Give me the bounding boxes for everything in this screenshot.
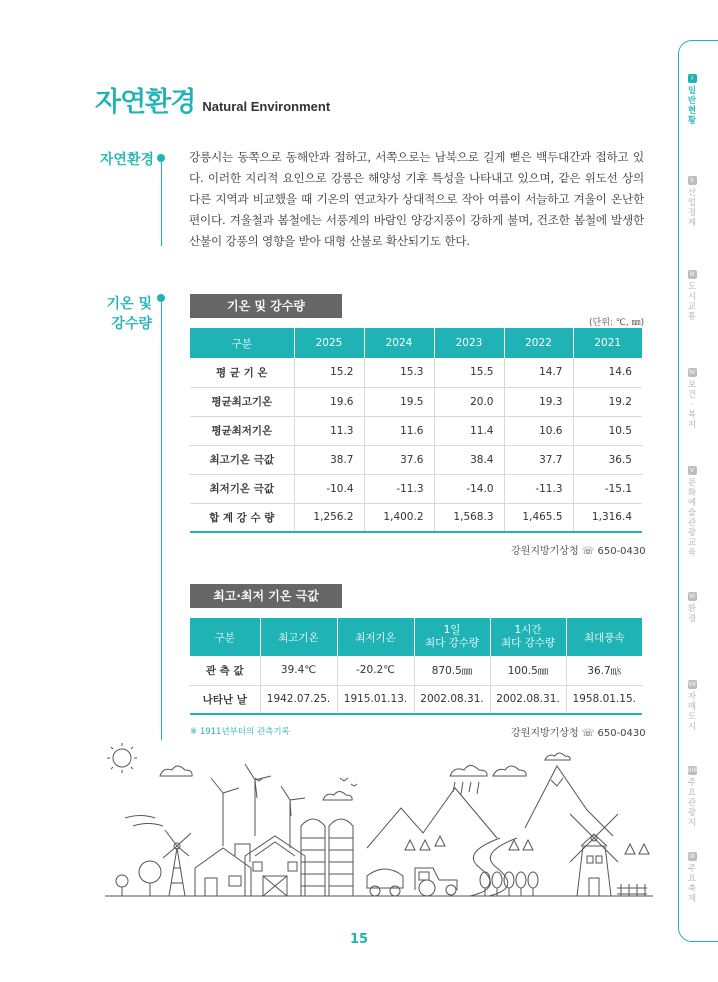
table-cell: 11.3 <box>294 416 364 445</box>
side-tab-label: 주요축제 <box>687 864 697 904</box>
side-tab-item[interactable] <box>684 766 700 828</box>
section-line <box>161 162 162 246</box>
side-tab-number: IX <box>689 853 695 860</box>
table-cell: -20.2℃ <box>337 656 414 685</box>
row-label: 최고기온 극값 <box>190 445 294 474</box>
row-label: 평 균 기 온 <box>190 358 294 387</box>
header-min-temp: 최저기온 <box>337 618 414 656</box>
table-cell: 1,316.4 <box>573 503 642 532</box>
side-tab-item[interactable] <box>684 680 700 732</box>
table-cell: 15.3 <box>364 358 434 387</box>
side-tab-item[interactable] <box>684 466 700 558</box>
cloud-icon <box>545 753 570 760</box>
table-row <box>190 503 642 532</box>
header-category: 구분 <box>190 618 260 656</box>
table-cell: 38.7 <box>294 445 364 474</box>
header-daily-precip: 1일 최다 강수량 <box>414 618 490 656</box>
row-label: 평균최저기온 <box>190 416 294 445</box>
table-row <box>190 656 642 685</box>
table-cell: 39.4℃ <box>260 656 337 685</box>
side-tab-item[interactable] <box>684 852 700 904</box>
table-cell: 19.3 <box>504 387 573 416</box>
landscape-illustration <box>105 738 653 900</box>
table-cell: 1915.01.13. <box>337 685 414 714</box>
side-tab-number: III <box>689 271 695 278</box>
header-year: 2022 <box>504 328 573 358</box>
table-cell: 37.6 <box>364 445 434 474</box>
side-tab-number: V <box>688 466 697 475</box>
side-tab-item[interactable] <box>684 368 700 430</box>
table1-unit: (단위: ℃, ㎜) <box>589 318 645 328</box>
table-cell: 10.6 <box>504 416 573 445</box>
table2-note: ※ 1911년부터의 관측기록 <box>190 727 290 737</box>
table-cell: 2002.08.31. <box>414 685 490 714</box>
section-line <box>161 302 162 740</box>
table-cell: 15.2 <box>294 358 364 387</box>
table-cell: 1,568.3 <box>434 503 504 532</box>
table-cell: 10.5 <box>573 416 642 445</box>
table-cell: 14.6 <box>573 358 642 387</box>
table-cell: 14.7 <box>504 358 573 387</box>
side-tab-item[interactable] <box>684 74 700 126</box>
table-cell: 37.7 <box>504 445 573 474</box>
table-cell: 1,465.5 <box>504 503 573 532</box>
table-cell: 11.6 <box>364 416 434 445</box>
table-cell: 11.4 <box>434 416 504 445</box>
section-label-climate <box>94 294 152 334</box>
windmill-icon <box>163 830 191 896</box>
row-label: 관 측 값 <box>190 656 260 685</box>
side-tab-label: 보건·복지 <box>687 380 697 430</box>
table2-caption: 최고·최저 기온 극값 <box>190 584 342 608</box>
side-tab-item[interactable] <box>684 592 700 624</box>
header-year: 2025 <box>294 328 364 358</box>
table-header-row <box>190 328 642 358</box>
side-tab-item[interactable] <box>684 176 700 228</box>
table2-source: 강원지방기상청 ☏ 650-0430 <box>511 728 646 739</box>
table-cell: 19.6 <box>294 387 364 416</box>
rain-cloud-icon <box>450 766 487 777</box>
page-title <box>95 80 330 119</box>
header-max-temp: 최고기온 <box>260 618 337 656</box>
side-tab-label: 주요관광지 <box>687 778 697 828</box>
tractor-icon <box>367 868 457 896</box>
side-tab-item[interactable] <box>684 270 700 322</box>
table-cell: -10.4 <box>294 474 364 503</box>
header-year: 2024 <box>364 328 434 358</box>
table-row <box>190 416 642 445</box>
side-tab-label: 산업경제 <box>687 188 697 228</box>
page-title-korean: 자연환경 <box>95 87 196 118</box>
table-row <box>190 685 642 714</box>
table-cell: 2002.08.31. <box>490 685 566 714</box>
section-label-line1: 기온 및 <box>106 296 152 312</box>
table-cell: 870.5㎜ <box>414 656 490 685</box>
barn-icon <box>195 844 251 896</box>
table-row <box>190 445 642 474</box>
side-tab-number: VI <box>689 593 695 600</box>
wind-turbine-icon <box>211 764 305 848</box>
cloud-icon <box>160 766 192 776</box>
section-label-nature: 자연환경 <box>99 152 154 168</box>
cloud-icon <box>323 792 352 801</box>
row-label: 최저기온 극값 <box>190 474 294 503</box>
table-cell: 38.4 <box>434 445 504 474</box>
tree-row-icon <box>480 872 538 896</box>
section-dot <box>157 154 165 162</box>
table-row <box>190 387 642 416</box>
side-tab-label: 도시교통 <box>687 282 697 322</box>
side-tab-number: VII <box>688 681 696 688</box>
page-number: 15 <box>349 932 369 947</box>
sun-icon <box>107 743 137 773</box>
climate-table <box>190 328 642 533</box>
row-label: 나타난 날 <box>190 685 260 714</box>
side-tab-label: 일반현황 <box>687 86 697 126</box>
side-tab-label: 자매도시 <box>687 692 697 732</box>
table-row <box>190 474 642 503</box>
table-cell: 100.5㎜ <box>490 656 566 685</box>
side-tab-number: II <box>688 176 697 185</box>
table-header-row <box>190 618 642 656</box>
table-cell: 19.5 <box>364 387 434 416</box>
mountain-icon <box>367 766 613 848</box>
side-tab-number: I <box>688 74 697 83</box>
side-tab-label: 문화예술관광교육 <box>687 478 697 558</box>
table-cell: -14.0 <box>434 474 504 503</box>
header-max-wind: 최대풍속 <box>566 618 642 656</box>
header-year: 2023 <box>434 328 504 358</box>
header-hourly-precip: 1시간 최다 강수량 <box>490 618 566 656</box>
barn-icon <box>245 836 305 896</box>
side-tab-number: IV <box>689 369 695 376</box>
table-cell: -11.3 <box>504 474 573 503</box>
table-cell: 36.7㎧ <box>566 656 642 685</box>
dutch-windmill-icon <box>570 814 618 896</box>
table-row <box>190 358 642 387</box>
table-cell: 19.2 <box>573 387 642 416</box>
intro-paragraph: 강릉시는 동쪽으로 동해안과 접하고, 서쪽으로는 남북으로 길게 뻗은 백두대간과 접하고 있다. 이러한 지리적 요인으로 강릉은 해양성 기후 특성을 나타내고 있으며, 같은 위도선 상의 다른 지역과 비교했을 때 기온의 연교차가 상대적으로 작아 여름이 서늘하고 겨울이 온난한 편이다. 겨울철과 봄철에는 서풍계의 바람인 양강지풍이 강하게 불며, 건조한 봄철에 발생한 산불이 강풍의 영향을 받아 대형 산불로 확산되기도 한다. <box>189 150 644 248</box>
table-cell: 15.5 <box>434 358 504 387</box>
cloud-icon <box>493 766 526 776</box>
side-tab-number: VIII <box>687 767 697 774</box>
table-cell: -15.1 <box>573 474 642 503</box>
silo-icon <box>301 819 353 896</box>
page-title-english: Natural Environment <box>202 99 331 114</box>
section-label-line2: 강수량 <box>111 316 152 332</box>
table1-caption: 기온 및 강수량 <box>190 294 342 318</box>
side-tab-label: 환경 <box>687 604 697 624</box>
table-cell: 1,256.2 <box>294 503 364 532</box>
row-label: 평균최고기온 <box>190 387 294 416</box>
table-cell: 20.0 <box>434 387 504 416</box>
section-dot <box>157 294 165 302</box>
header-category: 구분 <box>190 328 294 358</box>
table-cell: 36.5 <box>573 445 642 474</box>
table-cell: 1942.07.25. <box>260 685 337 714</box>
table-cell: 1958.01.15. <box>566 685 642 714</box>
extremes-table <box>190 618 642 715</box>
table1-source: 강원지방기상청 ☏ 650-0430 <box>511 546 646 557</box>
row-label: 합 계 강 수 량 <box>190 503 294 532</box>
table-cell: -11.3 <box>364 474 434 503</box>
header-year: 2021 <box>573 328 642 358</box>
table-cell: 1,400.2 <box>364 503 434 532</box>
